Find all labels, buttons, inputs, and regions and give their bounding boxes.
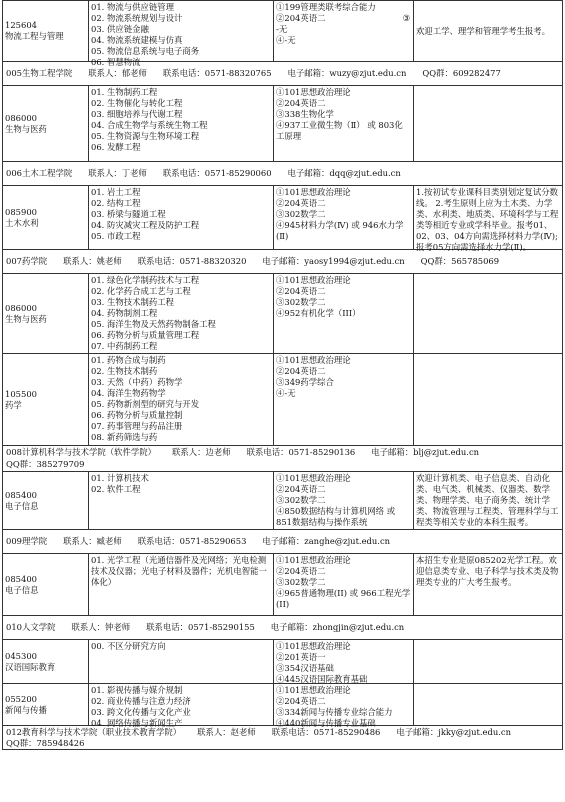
contact-school: 010人文学院	[6, 622, 56, 632]
program-name: 新闻与传播	[5, 704, 47, 715]
contact-qq: QQ群：565785069	[420, 256, 500, 266]
direction-item: 02. 软件工程	[91, 484, 141, 494]
school-contact-info	[3, 446, 562, 471]
exam-item: ①199管理类联考综合能力	[276, 2, 376, 12]
school-contact-row	[2, 250, 563, 274]
program-cell	[3, 354, 89, 445]
contact-email: 电子邮箱：dqq@zjut.edu.cn	[287, 168, 401, 178]
direction-item: 01. 影视传播与媒介规制	[91, 685, 183, 695]
direction-item: 06. 药物分析与质量控制	[91, 410, 183, 420]
direction-item: 03. 天然（中药）药物学	[91, 377, 183, 387]
program-cell	[3, 86, 89, 161]
program-code: 085400	[5, 573, 37, 584]
exam-item: ①101思想政治理论	[276, 87, 351, 97]
exam-item: ④937工业微生物（Ⅱ） 或 803化工原理	[276, 120, 403, 141]
program-name: 物流工程与管理	[5, 31, 64, 41]
direction-item: 07. 药事管理与药品注册	[91, 421, 183, 431]
program-remarks: 1.按初试专业课科目类别划定复试分数线。 2.考生原则上应为土木类、力学类、水利类、地质类、环境科学与工程类等相近专业或学科毕业。报考01、02、03、04方向需选择材料力学(Ⅳ);报考05方向需选择水力学(Ⅱ)。	[416, 187, 559, 252]
research-directions	[89, 354, 274, 445]
contact-phone: 联系电话：0571-85290136	[246, 447, 356, 458]
exam-marker: ③	[402, 13, 410, 23]
direction-item: 01. 绿色化学制药技术与工程	[91, 275, 200, 285]
exam-item: ①101思想政治理论	[276, 555, 351, 565]
direction-item: 01. 光学工程（光通信器件及光网络；光电检测技术及仪器；光电子材料及器件；光机电智能一体化）	[91, 555, 267, 587]
direction-item: 00. 不区分研究方向	[91, 641, 166, 651]
direction-item: 01. 计算机技术	[91, 473, 149, 483]
direction-item: 06. 智慧物流	[91, 57, 141, 67]
exam-item: ①101思想政治理论	[276, 275, 351, 285]
direction-item: 05. 海洋生物及天然药物制备工程	[91, 319, 216, 329]
program-code: 086000	[5, 112, 37, 123]
contact-contact: 联系人：臧老师	[63, 536, 122, 546]
exam-subjects	[274, 274, 414, 353]
exam-subjects	[274, 472, 414, 529]
contact-contact: 联系人：郁老师	[88, 68, 147, 78]
program-name: 电子信息	[5, 584, 39, 595]
contact-phone: 联系电话：0571-85290653	[137, 536, 247, 546]
program-row	[2, 86, 563, 162]
exam-subjects	[274, 554, 414, 615]
exam-item: ②204英语二	[276, 366, 326, 376]
direction-item: 02. 商业传播与注意力经济	[91, 696, 191, 706]
program-row	[2, 354, 563, 446]
contact-school: 009理学院	[6, 536, 48, 546]
exam-subjects	[274, 684, 414, 728]
direction-item: 06. 药物分析与质量管理工程	[91, 330, 200, 340]
program-remarks: 欢迎工学、理学和管理学考生报考。	[416, 25, 550, 36]
exam-item: ③302数学二	[276, 577, 326, 587]
exam-item: ①101思想政治理论	[276, 641, 351, 651]
exam-item: ②204英语二	[276, 198, 326, 208]
direction-item: 08. 新药筛选与药	[91, 432, 158, 442]
exam-item: ④965普通物理(II) 或 966工程光学(II)	[276, 588, 411, 609]
program-row	[2, 0, 563, 67]
exam-subjects	[274, 1, 414, 61]
direction-item: 04. 防灾减灾工程及防护工程	[91, 220, 200, 230]
program-remarks	[414, 86, 562, 161]
program-cell	[3, 472, 89, 529]
program-row	[2, 640, 563, 684]
direction-item: 02. 物流系统规划与设计	[91, 13, 183, 23]
contact-school: 012教育科学与技术学院（职业技术教育学院）	[6, 727, 182, 737]
school-contact-row	[2, 530, 563, 554]
program-code: 045300	[5, 650, 37, 661]
contact-school: 007药学院	[6, 256, 48, 266]
direction-item: 03. 细胞培养与代谢工程	[91, 109, 183, 119]
program-code: 085900	[5, 206, 37, 217]
exam-item: ③302数学二	[276, 495, 326, 505]
exam-item: ④445汉语国际教育基础	[276, 674, 368, 684]
direction-item: 06. 发酵工程	[91, 142, 141, 152]
contact-email: 电子邮箱：yaosy1994@zjut.edu.cn	[262, 256, 405, 266]
direction-item: 05. 物流信息系统与电子商务	[91, 46, 200, 56]
contact-contact: 联系人：姚老师	[63, 256, 122, 266]
program-row	[2, 554, 563, 616]
research-directions	[89, 274, 274, 353]
exam-item: ②204英语二	[276, 566, 326, 576]
contact-email: 电子邮箱：jkky@zjut.edu.cn	[396, 727, 512, 737]
exam-item: ②204英语二	[276, 13, 326, 23]
research-directions	[89, 554, 274, 615]
direction-item: 01. 药物合成与制药	[91, 355, 166, 365]
program-row	[2, 684, 563, 726]
school-contact-info	[3, 62, 562, 85]
program-name: 土木水利	[5, 217, 39, 228]
program-name: 电子信息	[5, 500, 39, 511]
direction-item: 01. 岩土工程	[91, 187, 141, 197]
exam-item: ④945材料力学(Ⅳ) 或 946水力学(Ⅱ)	[276, 220, 404, 241]
exam-item: ②204英语二	[276, 696, 326, 706]
direction-item: 03. 跨文化传播与文化产业	[91, 707, 191, 717]
contact-contact: 联系人：丁老师	[88, 168, 147, 178]
exam-item: ③354汉语基础	[276, 663, 334, 673]
program-cell	[3, 1, 89, 61]
program-code: 055200	[5, 693, 37, 704]
exam-item: ④850数据结构与计算机网络 或 851数据结构与操作系统	[276, 506, 396, 527]
school-contact-info	[3, 726, 562, 749]
research-directions	[89, 1, 274, 67]
contact-contact: 联系人：边老师	[171, 447, 231, 458]
exam-item: ③338生物化学	[276, 109, 334, 119]
exam-item: ③349药学综合	[276, 377, 334, 387]
program-row	[2, 274, 563, 354]
school-contact-row	[2, 726, 563, 750]
exam-subjects	[274, 640, 414, 683]
program-remarks	[414, 684, 562, 725]
program-remarks	[414, 640, 562, 683]
direction-item: 03. 供应链金融	[91, 24, 149, 34]
program-cell	[3, 186, 89, 249]
direction-item: 07. 中药制药工程	[91, 341, 158, 351]
exam-item: ①101思想政治理论	[276, 685, 351, 695]
program-code: 105500	[5, 388, 37, 399]
research-directions	[89, 640, 274, 683]
exam-item: ④952有机化学（III）	[276, 308, 361, 318]
school-contact-row	[2, 62, 563, 86]
exam-item: ①101思想政治理论	[276, 473, 351, 483]
research-directions	[89, 186, 274, 249]
contact-phone: 联系电话：0571-88320320	[137, 256, 247, 266]
school-contact-row	[2, 446, 563, 472]
research-directions	[89, 472, 274, 529]
direction-item: 04. 合成生物学与系统生物工程	[91, 120, 208, 130]
exam-item: ③302数学二	[276, 297, 326, 307]
research-directions	[89, 86, 274, 161]
contact-contact: 联系人：赵老师	[197, 727, 256, 737]
contact-phone: 联系电话：0571-85290486	[271, 727, 381, 737]
direction-item: 02. 生物技术制药	[91, 366, 158, 376]
exam-item: ④440新闻与传播专业基础	[276, 718, 376, 728]
direction-item: 03. 桥梁与隧道工程	[91, 209, 166, 219]
contact-school: 006土木工程学院	[6, 168, 73, 178]
exam-item: ①101思想政治理论	[276, 355, 351, 365]
school-contact-row	[2, 162, 563, 186]
contact-school: 008计算机科学与技术学院（软件学院）	[6, 447, 156, 458]
contact-contact: 联系人：钟老师	[71, 622, 131, 632]
contact-qq: QQ群：609282477	[422, 68, 501, 78]
program-cell	[3, 640, 89, 683]
direction-item: 01. 生物制药工程	[91, 87, 158, 97]
program-name: 药学	[5, 399, 22, 410]
exam-item: ④-无	[276, 35, 296, 45]
program-cell	[3, 684, 89, 725]
program-code: 086000	[5, 302, 37, 313]
direction-item: 05. 市政工程	[91, 231, 141, 241]
contact-email: 电子邮箱：zhongjin@zjut.edu.cn	[270, 622, 405, 632]
school-contact-row	[2, 616, 563, 640]
program-row	[2, 186, 563, 250]
direction-item: 04. 药物制剂工程	[91, 308, 158, 318]
program-code: 125604	[5, 20, 37, 30]
program-remarks	[414, 354, 562, 445]
admission-catalog-table	[2, 0, 563, 750]
program-remarks: 本招生专业是原085202光学工程。欢迎信息类专业、电子科学与技术类及物理类专业的广大考生报考。	[416, 555, 559, 587]
exam-item: ②201英语一	[276, 652, 326, 662]
direction-item: 03. 生物技术制药工程	[91, 297, 174, 307]
direction-item: 05. 药物新剂型的研究与开发	[91, 399, 200, 409]
direction-item: 04. 物流系统建模与仿真	[91, 35, 183, 45]
exam-item: ③334新闻与传播专业综合能力	[276, 707, 393, 717]
exam-item: -无	[276, 24, 288, 34]
direction-item: 02. 生物催化与转化工程	[91, 98, 183, 108]
contact-phone: 联系电话：0571-88320765	[162, 68, 272, 78]
contact-email: 电子邮箱：blj@zjut.edu.cn	[371, 447, 480, 458]
contact-school: 005生物工程学院	[6, 68, 73, 78]
direction-item: 04. 海洋生物药物学	[91, 388, 166, 398]
direction-item: 01. 物流与供应链管理	[91, 2, 174, 12]
contact-phone: 联系电话：0571-85290060	[162, 168, 272, 178]
contact-qq: QQ群：385279709	[6, 458, 85, 469]
program-cell	[3, 274, 89, 353]
exam-item: ②204英语二	[276, 484, 326, 494]
direction-item: 04. 网络传播与新闻生产	[91, 718, 183, 728]
contact-email: 电子邮箱：zanghe@zjut.edu.cn	[262, 536, 391, 546]
contact-email: 电子邮箱：wuzy@zjut.edu.cn	[287, 68, 407, 78]
direction-item: 02. 化学药合成工艺与工程	[91, 286, 191, 296]
exam-subjects	[274, 86, 414, 161]
program-name: 生物与医药	[5, 123, 47, 134]
program-code: 085400	[5, 489, 37, 500]
program-remarks	[414, 274, 562, 353]
direction-item: 05. 生物资源与生物环境工程	[91, 131, 200, 141]
program-cell	[3, 554, 89, 615]
program-name: 汉语国际教育	[5, 661, 56, 672]
exam-subjects	[274, 354, 414, 445]
exam-item: ④-无	[276, 388, 296, 398]
exam-item: ②204英语二	[276, 286, 326, 296]
exam-item: ②204英语二	[276, 98, 326, 108]
exam-subjects	[274, 186, 414, 249]
contact-phone: 联系电话：0571-85290155	[146, 622, 255, 632]
program-remarks: 欢迎计算机类、电子信息类、自动化类、电气类、机械类、仪器类、数学类、物理学类、电子商务类、统计学类、物流管理与工程类、管理科学与工程类等相关专业的本科生报考。	[416, 473, 559, 527]
exam-item: ①101思想政治理论	[276, 187, 351, 197]
school-contact-info	[3, 162, 562, 185]
direction-item: 02. 结构工程	[91, 198, 141, 208]
school-contact-info	[3, 530, 562, 553]
program-name: 生物与医药	[5, 313, 47, 324]
school-contact-info	[3, 250, 562, 273]
research-directions	[89, 684, 274, 728]
contact-qq: QQ群：785948426	[6, 738, 85, 748]
school-contact-info	[3, 616, 562, 639]
exam-item: ③302数学二	[276, 209, 326, 219]
program-row	[2, 472, 563, 530]
